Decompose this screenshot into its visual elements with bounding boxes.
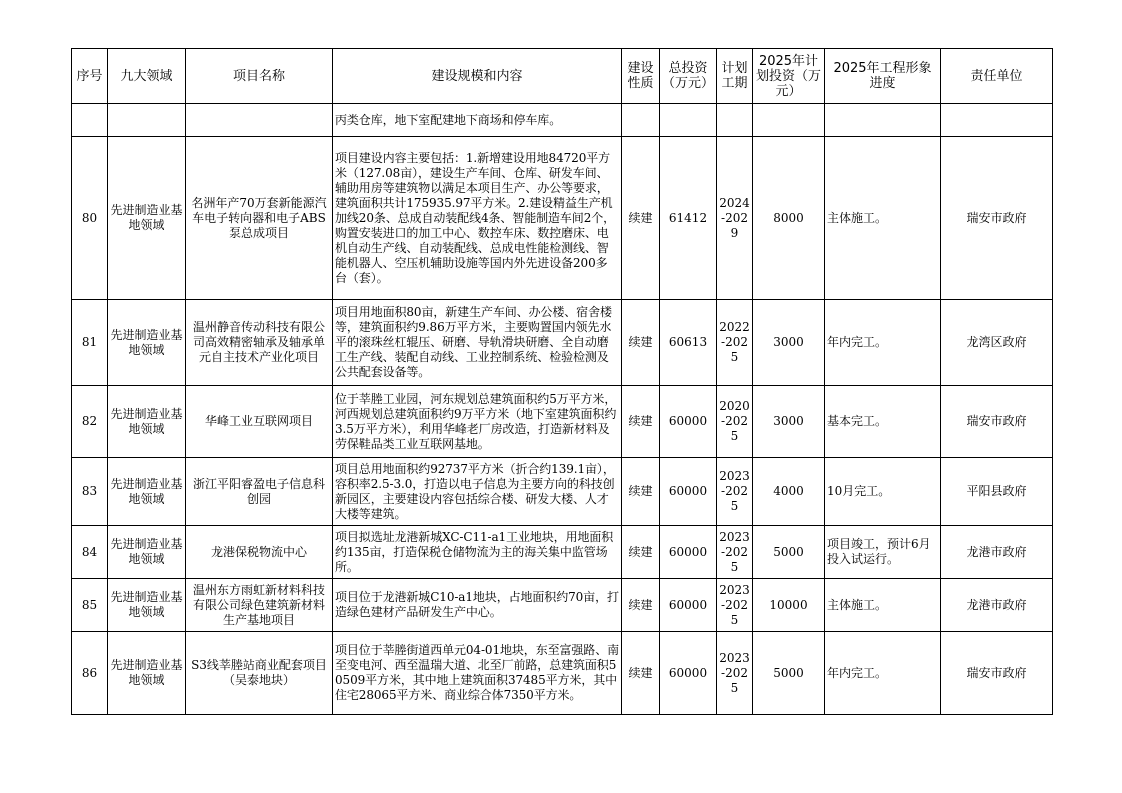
cell-plan-2025: 4000	[753, 458, 825, 526]
cell-progress-2025: 年内完工。	[825, 300, 941, 386]
table-row	[72, 579, 1053, 632]
cell-seq: 81	[72, 300, 108, 386]
cell-period: 2023-2025	[717, 632, 753, 715]
cell-content: 项目位于莘塍街道西单元04-01地块，东至富强路、南至变电河、西至温瑞大道、北至厂前路，总建筑面积50509平方米，其中地上建筑面积37485平方米，其中住宅28065平方米、商业综合体7350平方米。	[333, 632, 622, 715]
cell-content: 项目位于龙港新城C10-a1地块，占地面积约70亩，打造绿色建材产品研发生产中心。	[333, 579, 622, 632]
cell-responsible-unit: 平阳县政府	[941, 458, 1053, 526]
cell-period: 2024-2029	[717, 137, 753, 300]
cell-plan-2025: 5000	[753, 632, 825, 715]
cell-nature: 续建	[622, 579, 660, 632]
header-row	[72, 49, 1053, 104]
header-responsible-unit: 责任单位	[941, 49, 1053, 104]
cell-domain: 先进制造业基地领域	[108, 579, 186, 632]
cell-content: 项目总用地面积约92737平方米（折合约139.1亩），容积率2.5-3.0，打造以电子信息为主要方向的科技创新园区，主要建设内容包括综合楼、研发大楼、人才大楼等建筑。	[333, 458, 622, 526]
cell-project-name: 龙港保税物流中心	[186, 526, 333, 579]
cell-period: 2023-2025	[717, 526, 753, 579]
cell-progress-2025: 主体施工。	[825, 579, 941, 632]
cell-total-investment: 60000	[660, 526, 717, 579]
cell-progress-2025: 基本完工。	[825, 386, 941, 458]
cell-project-name: 温州静音传动科技有限公司高效精密轴承及轴承单元自主技术产业化项目	[186, 300, 333, 386]
cell-total-investment: 60613	[660, 300, 717, 386]
cell-plan-2025: 3000	[753, 386, 825, 458]
cell-nature: 续建	[622, 526, 660, 579]
cell-nature: 续建	[622, 300, 660, 386]
cell-progress-2025: 10月完工。	[825, 458, 941, 526]
cell-seq: 85	[72, 579, 108, 632]
cell-nature: 续建	[622, 386, 660, 458]
cell-domain: 先进制造业基地领域	[108, 300, 186, 386]
header-content: 建设规模和内容	[333, 49, 622, 104]
cell-content: 项目拟选址龙港新城XC-C11-a1工业地块，用地面积约135亩，打造保税仓储物流为主的海关集中监管场所。	[333, 526, 622, 579]
cell-responsible-unit: 龙湾区政府	[941, 300, 1053, 386]
cell-total-investment: 61412	[660, 137, 717, 300]
table-row	[72, 458, 1053, 526]
cell-project-name: S3线莘塍站商业配套项目（吴泰地块）	[186, 632, 333, 715]
cell-period: 2023-2025	[717, 579, 753, 632]
header-plan-2025: 2025年计划投资（万元）	[753, 49, 825, 104]
cell-content: 位于莘塍工业园，河东规划总建筑面积约5万平方米，河西规划总建筑面积约9万平方米（地下室建筑面积约3.5万平方米），利用华峰老厂房改造，打造新材料及劳保鞋品类工业互联网基地。	[333, 386, 622, 458]
cell-seq: 83	[72, 458, 108, 526]
table-row	[72, 300, 1053, 386]
header-domain: 九大领域	[108, 49, 186, 104]
cell-project-name: 华峰工业互联网项目	[186, 386, 333, 458]
cell-content: 项目建设内容主要包括：1.新增建设用地84720平方米（127.08亩），建设生产车间、仓库、研发车间、辅助用房等建筑物以满足本项目生产、办公等要求，建筑面积共计175935.97平方米。2.建设精益生产机加线20条、总成自动装配线4条、智能制造车间2个，购置安装进口的加工中心、数控车床、数控磨床、电机自动生产线、自动装配线、总成电性能检测线、智能机器人、空压机辅助设施等国内外先进设备200多台（套）。	[333, 137, 622, 300]
cell-seq: 86	[72, 632, 108, 715]
continuation-text: 丙类仓库，地下室配建地下商场和停车库。	[333, 104, 622, 137]
cell-seq: 80	[72, 137, 108, 300]
cell-nature: 续建	[622, 137, 660, 300]
cell-responsible-unit: 瑞安市政府	[941, 386, 1053, 458]
cell-project-name: 名洲年产70万套新能源汽车电子转向器和电子ABS泵总成项目	[186, 137, 333, 300]
cell-period: 2023-2025	[717, 458, 753, 526]
cell-responsible-unit: 龙港市政府	[941, 579, 1053, 632]
cell-plan-2025: 10000	[753, 579, 825, 632]
cell-content: 项目用地面积80亩，新建生产车间、办公楼、宿舍楼等，建筑面积约9.86万平方米，主要购置国内领先水平的滚珠丝杠辊压、研磨、导轨滑块研磨、全自动磨工生产线、装配自动线、工业控制系统、检验检测及公共配套设备等。	[333, 300, 622, 386]
table-row	[72, 386, 1053, 458]
header-period: 计划工期	[717, 49, 753, 104]
cell-responsible-unit: 瑞安市政府	[941, 632, 1053, 715]
cell-project-name: 温州东方雨虹新材料科技有限公司绿色建筑新材料生产基地项目	[186, 579, 333, 632]
cell-period: 2020-2025	[717, 386, 753, 458]
header-name: 项目名称	[186, 49, 333, 104]
cell-seq: 82	[72, 386, 108, 458]
cell-responsible-unit: 瑞安市政府	[941, 137, 1053, 300]
cell-total-investment: 60000	[660, 386, 717, 458]
cell-plan-2025: 3000	[753, 300, 825, 386]
cell-progress-2025: 主体施工。	[825, 137, 941, 300]
header-nature: 建设性质	[622, 49, 660, 104]
cell-domain: 先进制造业基地领域	[108, 386, 186, 458]
header-progress-2025: 2025年工程形象进度	[825, 49, 941, 104]
cell-total-investment: 60000	[660, 632, 717, 715]
cell-nature: 续建	[622, 458, 660, 526]
cell-progress-2025: 年内完工。	[825, 632, 941, 715]
table-row	[72, 632, 1053, 715]
cell-project-name: 浙江平阳睿盈电子信息科创园	[186, 458, 333, 526]
cell-total-investment: 60000	[660, 579, 717, 632]
header-seq: 序号	[72, 49, 108, 104]
cell-progress-2025: 项目竣工，预计6月投入试运行。	[825, 526, 941, 579]
continuation-row	[72, 104, 1053, 137]
cell-seq: 84	[72, 526, 108, 579]
cell-nature: 续建	[622, 632, 660, 715]
cell-responsible-unit: 龙港市政府	[941, 526, 1053, 579]
table-row	[72, 137, 1053, 300]
project-table	[71, 48, 1053, 715]
cell-domain: 先进制造业基地领域	[108, 526, 186, 579]
table-row	[72, 526, 1053, 579]
cell-domain: 先进制造业基地领域	[108, 137, 186, 300]
cell-domain: 先进制造业基地领域	[108, 458, 186, 526]
header-total-investment: 总投资（万元）	[660, 49, 717, 104]
cell-plan-2025: 8000	[753, 137, 825, 300]
cell-domain: 先进制造业基地领域	[108, 632, 186, 715]
cell-period: 2022-2025	[717, 300, 753, 386]
cell-plan-2025: 5000	[753, 526, 825, 579]
cell-total-investment: 60000	[660, 458, 717, 526]
